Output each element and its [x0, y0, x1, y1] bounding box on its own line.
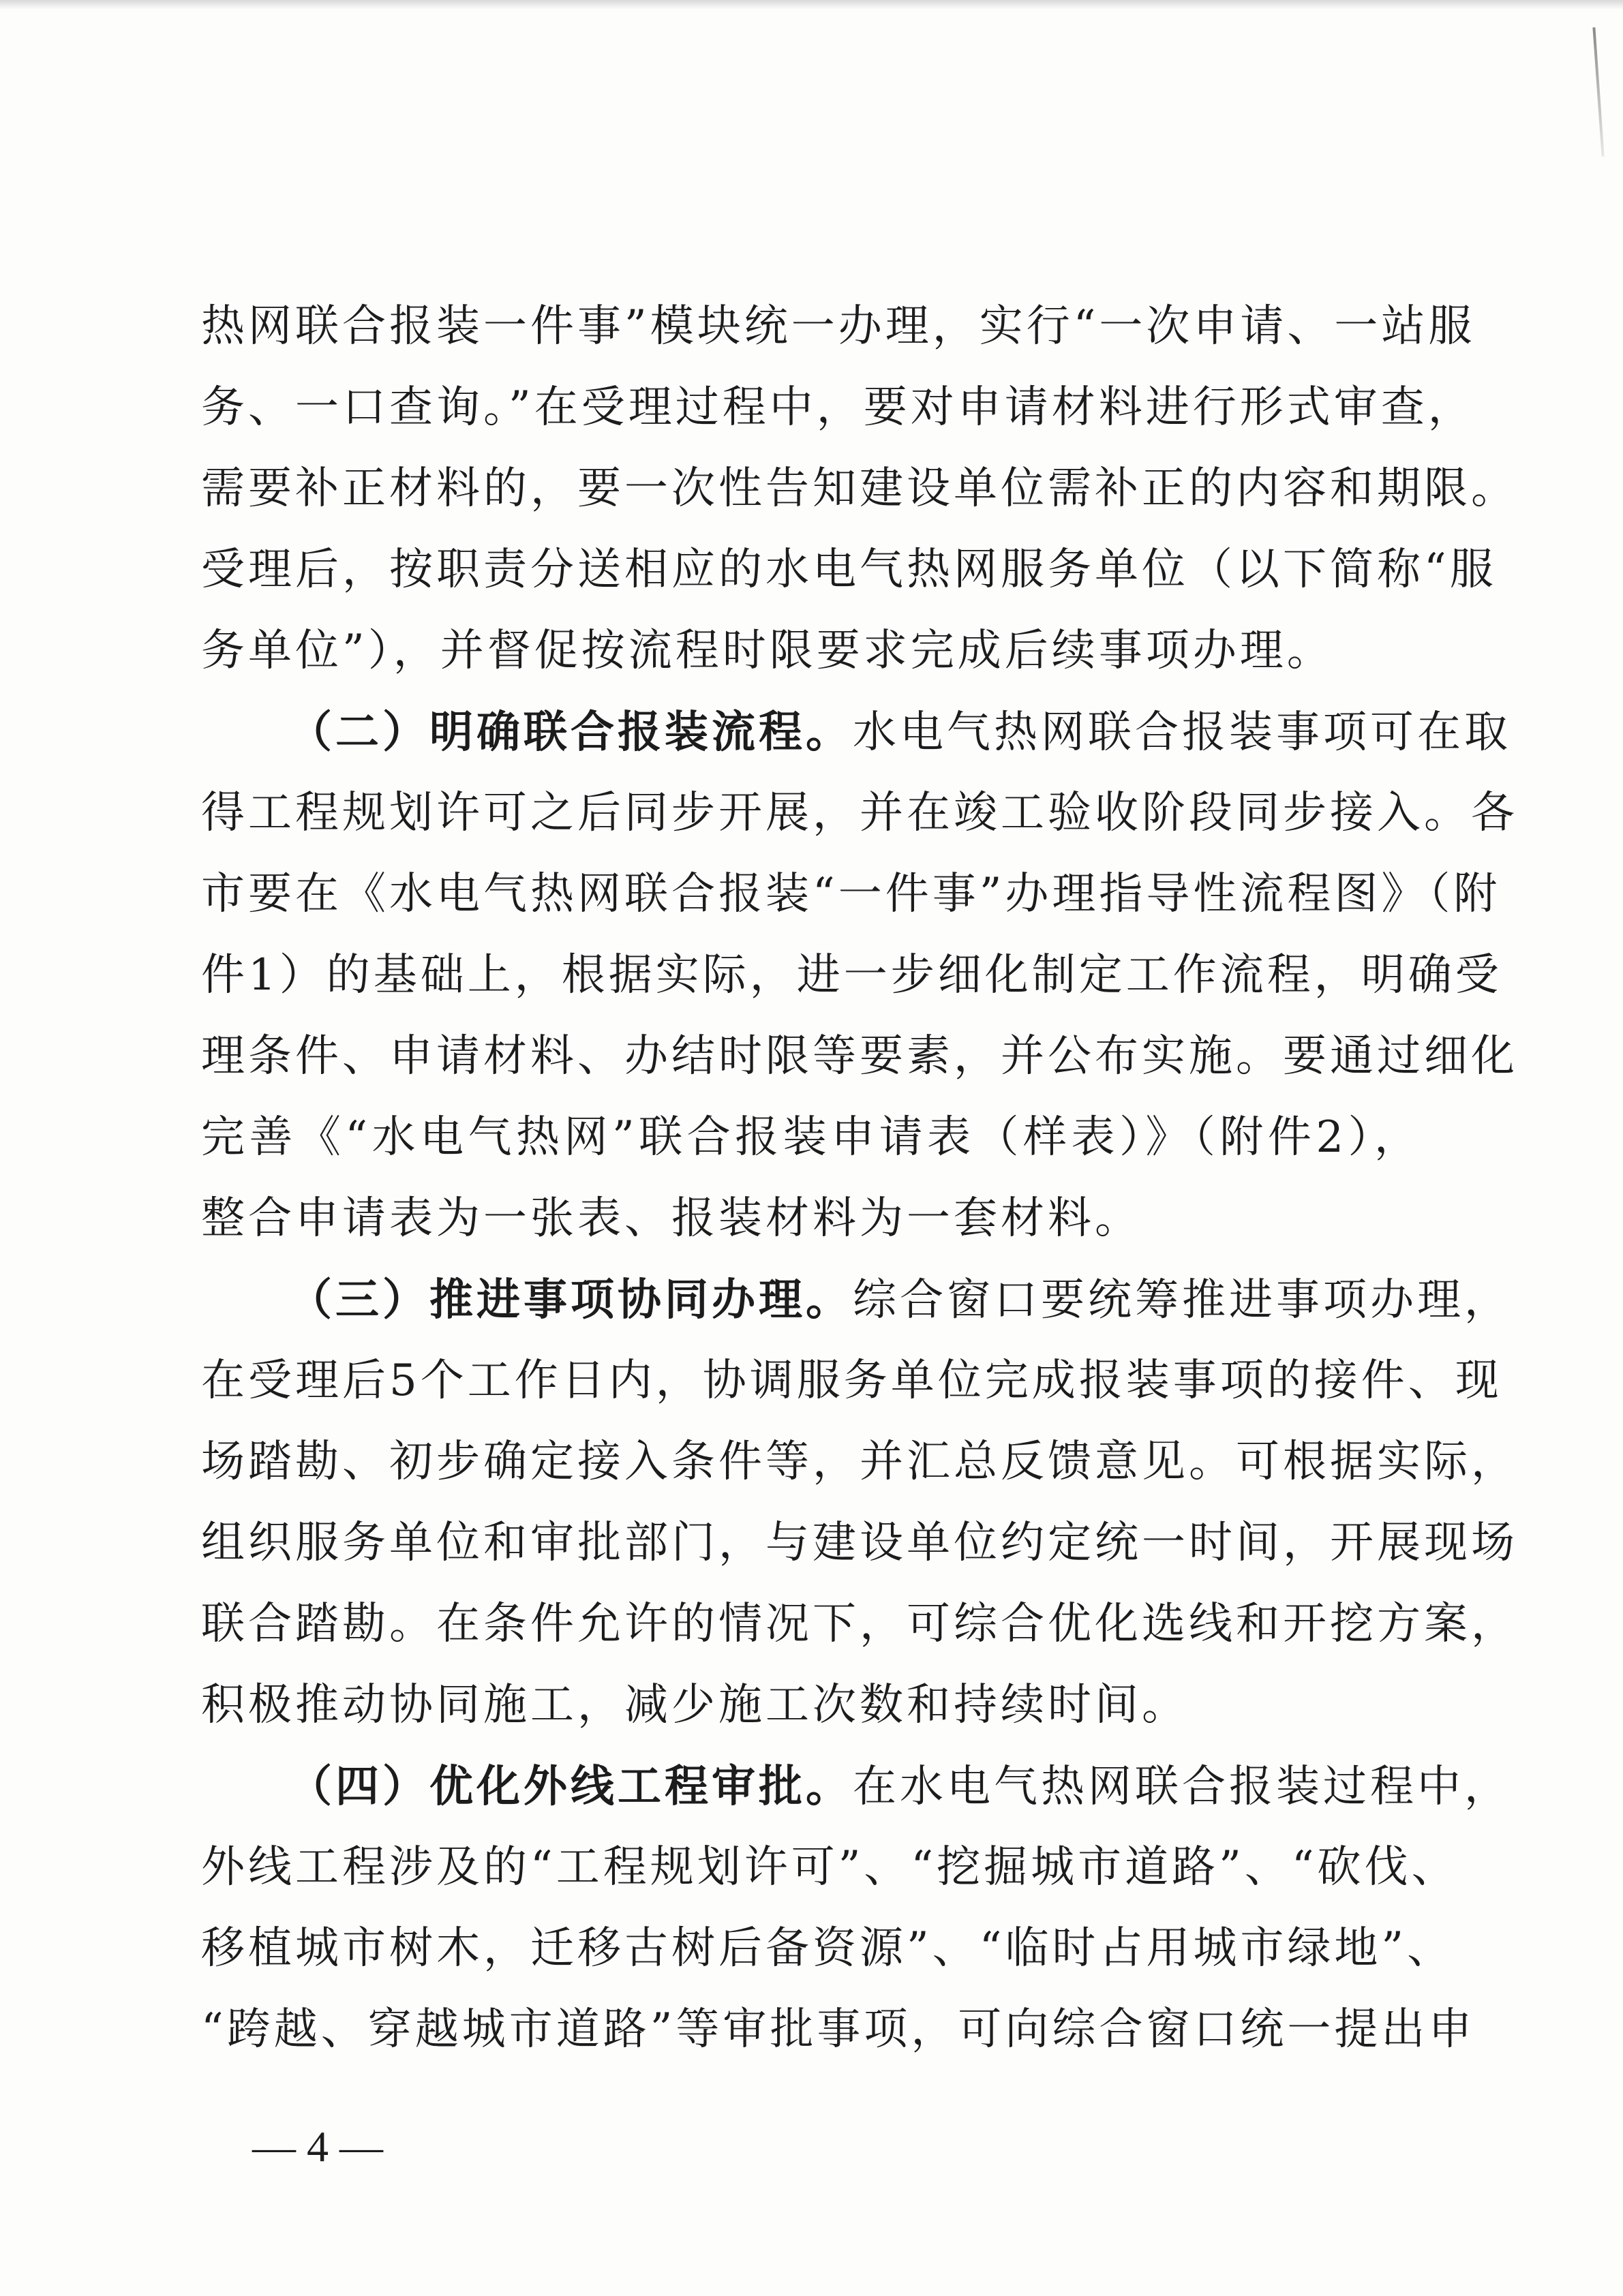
paragraph-line: 市要在《水电气热网联合报装“一件事”办理指导性流程图》（附: [201, 869, 1501, 919]
section-4-first-text: 在水电气热网联合报装过程中，: [853, 1762, 1511, 1812]
paragraph-line: 热网联合报装一件事”模块统一办理，实行“一次申请、一站服: [201, 301, 1476, 352]
scan-edge-top: [0, 0, 1623, 10]
section-2-first-text: 水电气热网联合报装事项可在取: [853, 707, 1511, 758]
body-text: [201, 286, 1518, 2070]
paragraph-line: 务、一口查询。”在受理过程中，要对申请材料进行形式审查，: [201, 382, 1475, 433]
paragraph-line: 务单位”），并督促按流程时限要求完成后续事项办理。: [201, 626, 1334, 676]
paragraph-line: 积极推动协同施工，减少施工次数和持续时间。: [201, 1680, 1189, 1730]
paragraph-line: “跨越、穿越城市道路”等审批事项，可向综合窗口统一提出申: [201, 2004, 1476, 2055]
paragraph-line: 件1）的基础上，根据实际，进一步细化制定工作流程，明确受: [201, 950, 1502, 1000]
scan-mark: [1592, 27, 1604, 157]
paragraph-line: 在受理后5个工作日内，协调服务单位完成报装事项的接件、现: [201, 1356, 1502, 1406]
page-number: — 4 —: [252, 2122, 383, 2171]
paragraph-line: 需要补正材料的，要一次性告知建设单位需补正的内容和期限。: [201, 463, 1518, 514]
paragraph-line: 联合踏勘。在条件允许的情况下，可综合优化选线和开挖方案，: [201, 1599, 1518, 1649]
paragraph-line: 外线工程涉及的“工程规划许可”、“挖掘城市道路”、“砍伐、: [201, 1842, 1459, 1893]
section-2-first-line: [201, 692, 1511, 773]
paragraph-line: 得工程规划许可之后同步开展，并在竣工验收阶段同步接入。各: [201, 788, 1518, 838]
paragraph-line: 场踏勘、初步确定接入条件等，并汇总反馈意见。可根据实际，: [201, 1437, 1518, 1487]
paragraph-line: 移植城市树木，迁移古树后备资源”、“临时占用城市绿地”、: [201, 1923, 1455, 1974]
scan-edge-right: [1562, 0, 1623, 232]
paragraph-line: 受理后，按职责分送相应的水电气热网服务单位（以下简称“服: [201, 545, 1497, 595]
paragraph-line: 组织服务单位和审批部门，与建设单位约定统一时间，开展现场: [201, 1518, 1518, 1568]
paragraph-line: 整合申请表为一张表、报装材料为一套材料。: [201, 1193, 1142, 1244]
section-4-first-line: [201, 1746, 1511, 1827]
section-3-first-text: 综合窗口要统筹推进事项办理，: [853, 1275, 1511, 1326]
paragraph-line: 理条件、申请材料、办结时限等要素，并公布实施。要通过细化: [201, 1031, 1518, 1082]
section-3-first-line: [201, 1259, 1511, 1341]
paragraph-line: 完善《“水电气热网”联合报装申请表（样表）》（附件2），: [201, 1112, 1421, 1163]
section-2-heading: （二）明确联合报装流程。: [288, 707, 853, 758]
section-3-heading: （三）推进事项协同办理。: [288, 1274, 853, 1326]
section-4-heading: （四）优化外线工程审批。: [288, 1761, 853, 1812]
